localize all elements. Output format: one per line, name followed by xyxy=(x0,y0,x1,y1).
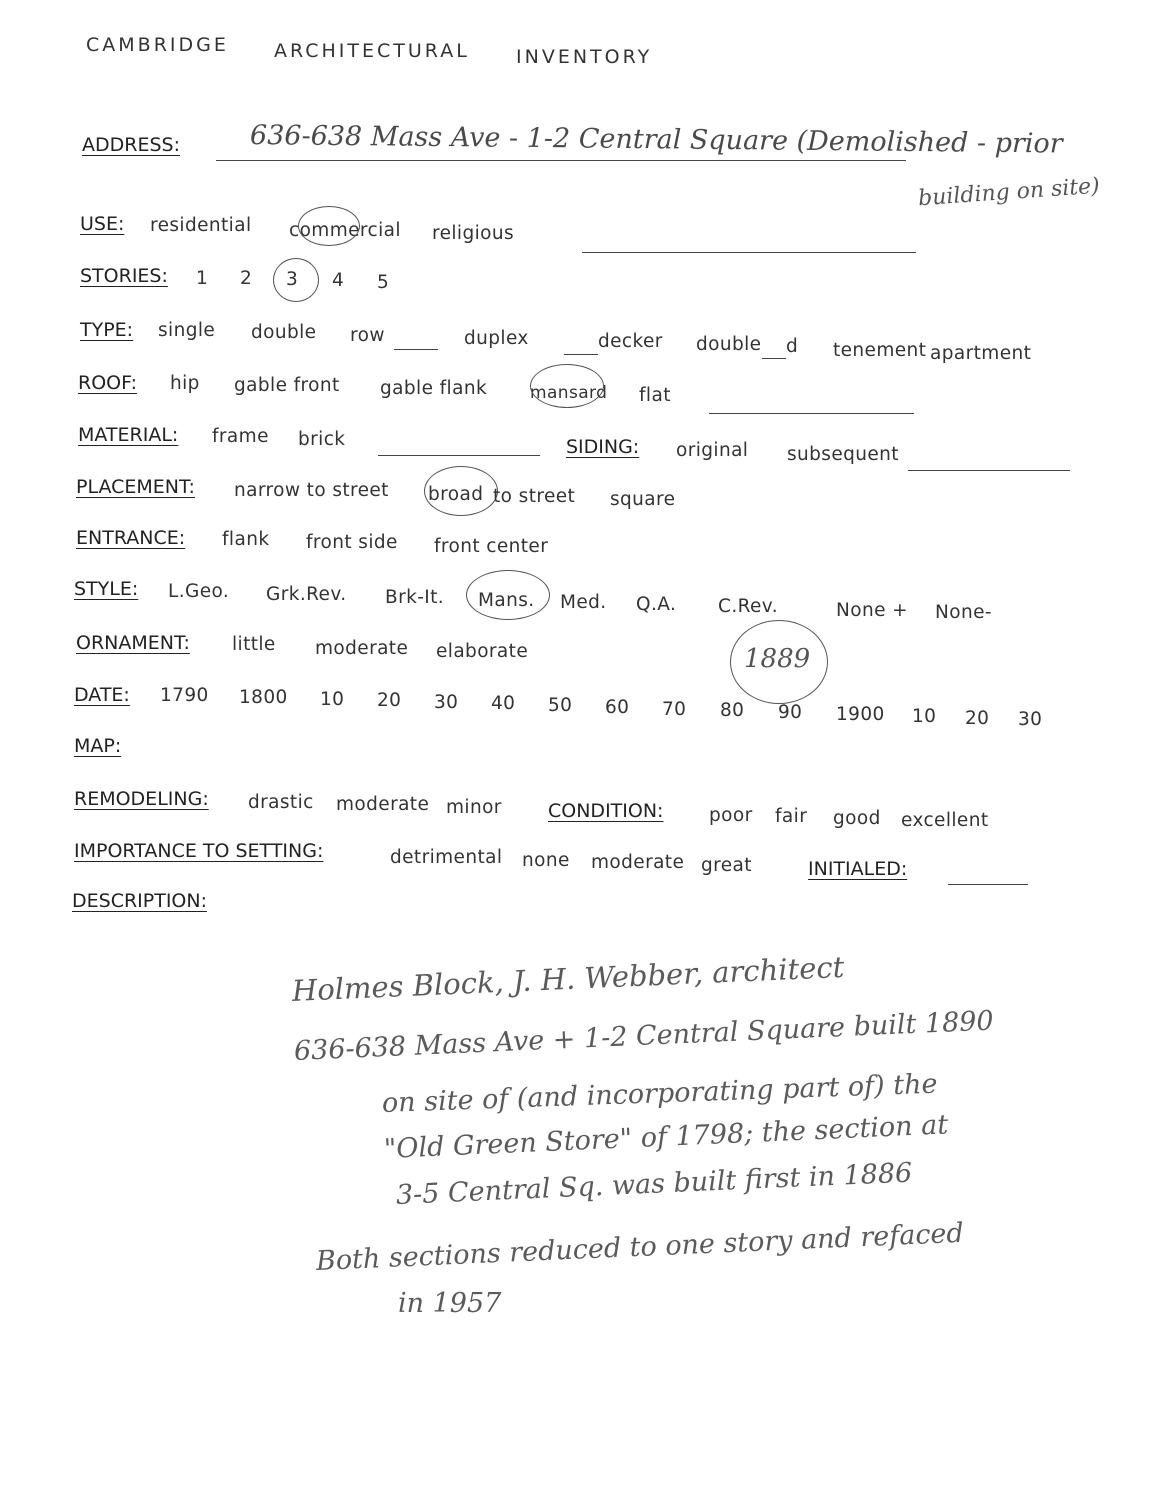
placement-broad: broad xyxy=(428,484,484,505)
date-1910: 10 xyxy=(912,706,937,727)
type-duplex: duplex xyxy=(464,328,529,349)
date-1790: 1790 xyxy=(160,685,209,706)
remodeling-minor: minor xyxy=(446,797,502,818)
initialed-label: INITIALED: xyxy=(808,858,908,880)
address-value-line2: building on site) xyxy=(917,173,1101,212)
roof-hip: hip xyxy=(170,373,200,394)
type-row-line xyxy=(394,349,438,350)
date-1900: 1900 xyxy=(836,704,885,725)
style-grkrev: Grk.Rev. xyxy=(266,584,347,605)
type-double-decker-line xyxy=(762,358,786,359)
ornament-elaborate: elaborate xyxy=(436,641,529,662)
description-label: DESCRIPTION: xyxy=(72,890,208,912)
address-label: ADDRESS: xyxy=(82,134,180,156)
date-70: 70 xyxy=(662,699,687,720)
siding-subsequent: subsequent xyxy=(787,444,899,465)
style-lgeo: L.Geo. xyxy=(168,581,230,602)
type-decker: decker xyxy=(598,331,663,352)
date-1800: 1800 xyxy=(239,687,288,708)
remodeling-label: REMODELING: xyxy=(74,788,209,810)
address-line xyxy=(216,160,906,161)
stories-5: 5 xyxy=(377,272,390,293)
header-word-inventory: INVENTORY xyxy=(516,46,653,68)
description-line-2: 636-638 Mass Ave + 1-2 Central Square built 1890 xyxy=(293,1005,995,1067)
use-label: USE: xyxy=(80,213,125,235)
style-none-minus: None- xyxy=(935,602,992,623)
date-handwritten-year: 1889 xyxy=(744,644,811,674)
style-med: Med. xyxy=(560,592,607,613)
condition-fair: fair xyxy=(775,806,808,827)
importance-moderate: moderate xyxy=(591,852,685,873)
entrance-label: ENTRANCE: xyxy=(76,527,186,549)
condition-poor: poor xyxy=(709,805,753,826)
roof-gable-front: gable front xyxy=(234,375,340,396)
entrance-flank: flank xyxy=(222,529,270,550)
date-10: 10 xyxy=(320,689,345,710)
date-40: 40 xyxy=(491,693,516,714)
style-crev: C.Rev. xyxy=(718,596,778,617)
placement-square: square xyxy=(610,489,676,510)
header-word-architectural: ARCHITECTURAL xyxy=(274,40,470,62)
description-line-4: "Old Green Store" of 1798; the section at xyxy=(383,1109,949,1165)
placement-broad-circle xyxy=(424,466,498,516)
type-decker-line xyxy=(564,354,598,355)
placement-narrow: narrow to street xyxy=(234,480,389,501)
stories-3: 3 xyxy=(286,269,299,290)
description-line-3: on site of (and incorporating part of) the xyxy=(381,1068,938,1119)
date-50: 50 xyxy=(548,695,573,716)
roof-other-line xyxy=(709,413,914,414)
importance-label: IMPORTANCE TO SETTING: xyxy=(74,840,324,862)
style-mans-circle xyxy=(466,570,550,620)
ornament-little: little xyxy=(232,634,276,655)
type-apartment: apartment xyxy=(930,343,1032,364)
date-20: 20 xyxy=(377,690,402,711)
type-label: TYPE: xyxy=(80,319,134,341)
style-label: STYLE: xyxy=(74,578,139,600)
style-qa: Q.A. xyxy=(636,594,677,615)
ornament-label: ORNAMENT: xyxy=(76,632,190,654)
condition-good: good xyxy=(833,808,881,829)
stories-1: 1 xyxy=(196,268,209,289)
style-mans: Mans. xyxy=(478,590,535,611)
date-30: 30 xyxy=(434,692,459,713)
style-none-plus: None + xyxy=(836,600,909,621)
entrance-front-side: front side xyxy=(306,532,398,553)
description-line-6: Both sections reduced to one story and refaced xyxy=(315,1217,965,1277)
style-brkit: Brk-It. xyxy=(385,587,445,608)
siding-label: SIDING: xyxy=(566,436,640,458)
type-double: double xyxy=(251,322,317,343)
importance-great: great xyxy=(701,855,752,876)
roof-flat: flat xyxy=(639,385,671,406)
entrance-front-center: front center xyxy=(434,536,549,557)
stories-label: STORIES: xyxy=(80,265,168,287)
use-religious: religious xyxy=(432,223,515,244)
use-residential: residential xyxy=(150,215,252,236)
date-80: 80 xyxy=(720,700,745,721)
use-commercial-circle xyxy=(298,206,360,246)
type-row: row xyxy=(350,325,385,346)
roof-mansard-circle xyxy=(530,364,604,408)
placement-to-street: to street xyxy=(493,486,576,507)
description-line-7: in 1957 xyxy=(398,1288,502,1319)
material-other-line xyxy=(378,455,540,456)
type-single: single xyxy=(158,320,216,341)
stories-4: 4 xyxy=(332,270,345,291)
use-commercial: commercial xyxy=(289,220,401,241)
condition-label: CONDITION: xyxy=(548,800,664,822)
use-other-line xyxy=(582,252,916,253)
remodeling-moderate: moderate xyxy=(336,794,430,815)
roof-mansard: mansard xyxy=(530,383,608,403)
type-double-d: d xyxy=(786,336,799,357)
description-line-1: Holmes Block, J. H. Webber, architect xyxy=(291,949,845,1008)
address-value-line1: 636-638 Mass Ave - 1-2 Central Square (Demolished - prior xyxy=(249,120,1063,160)
type-tenement: tenement xyxy=(833,340,927,361)
condition-excellent: excellent xyxy=(901,810,989,831)
header-word-cambridge: CAMBRIDGE xyxy=(86,34,229,56)
roof-label: ROOF: xyxy=(78,372,137,394)
date-90: 90 xyxy=(778,702,803,723)
map-label: MAP: xyxy=(74,735,122,757)
remodeling-drastic: drastic xyxy=(248,792,314,813)
siding-other-line xyxy=(908,470,1070,471)
initialed-line xyxy=(948,884,1028,885)
description-line-5: 3-5 Central Sq. was built first in 1886 xyxy=(395,1157,913,1211)
date-1930: 30 xyxy=(1018,709,1043,730)
date-year-circle xyxy=(730,620,828,704)
importance-detrimental: detrimental xyxy=(390,847,503,868)
date-label: DATE: xyxy=(74,684,130,706)
siding-original: original xyxy=(676,440,749,461)
material-label: MATERIAL: xyxy=(78,424,179,446)
material-brick: brick xyxy=(298,429,346,450)
material-frame: frame xyxy=(212,426,269,447)
roof-gable-flank: gable flank xyxy=(380,378,488,399)
placement-label: PLACEMENT: xyxy=(76,476,195,498)
stories-3-circle xyxy=(273,258,319,302)
date-1920: 20 xyxy=(965,708,990,729)
importance-none: none xyxy=(522,850,570,871)
stories-2: 2 xyxy=(240,268,253,289)
type-double-decker: double xyxy=(696,334,762,355)
ornament-moderate: moderate xyxy=(315,638,409,659)
date-60: 60 xyxy=(605,697,630,718)
